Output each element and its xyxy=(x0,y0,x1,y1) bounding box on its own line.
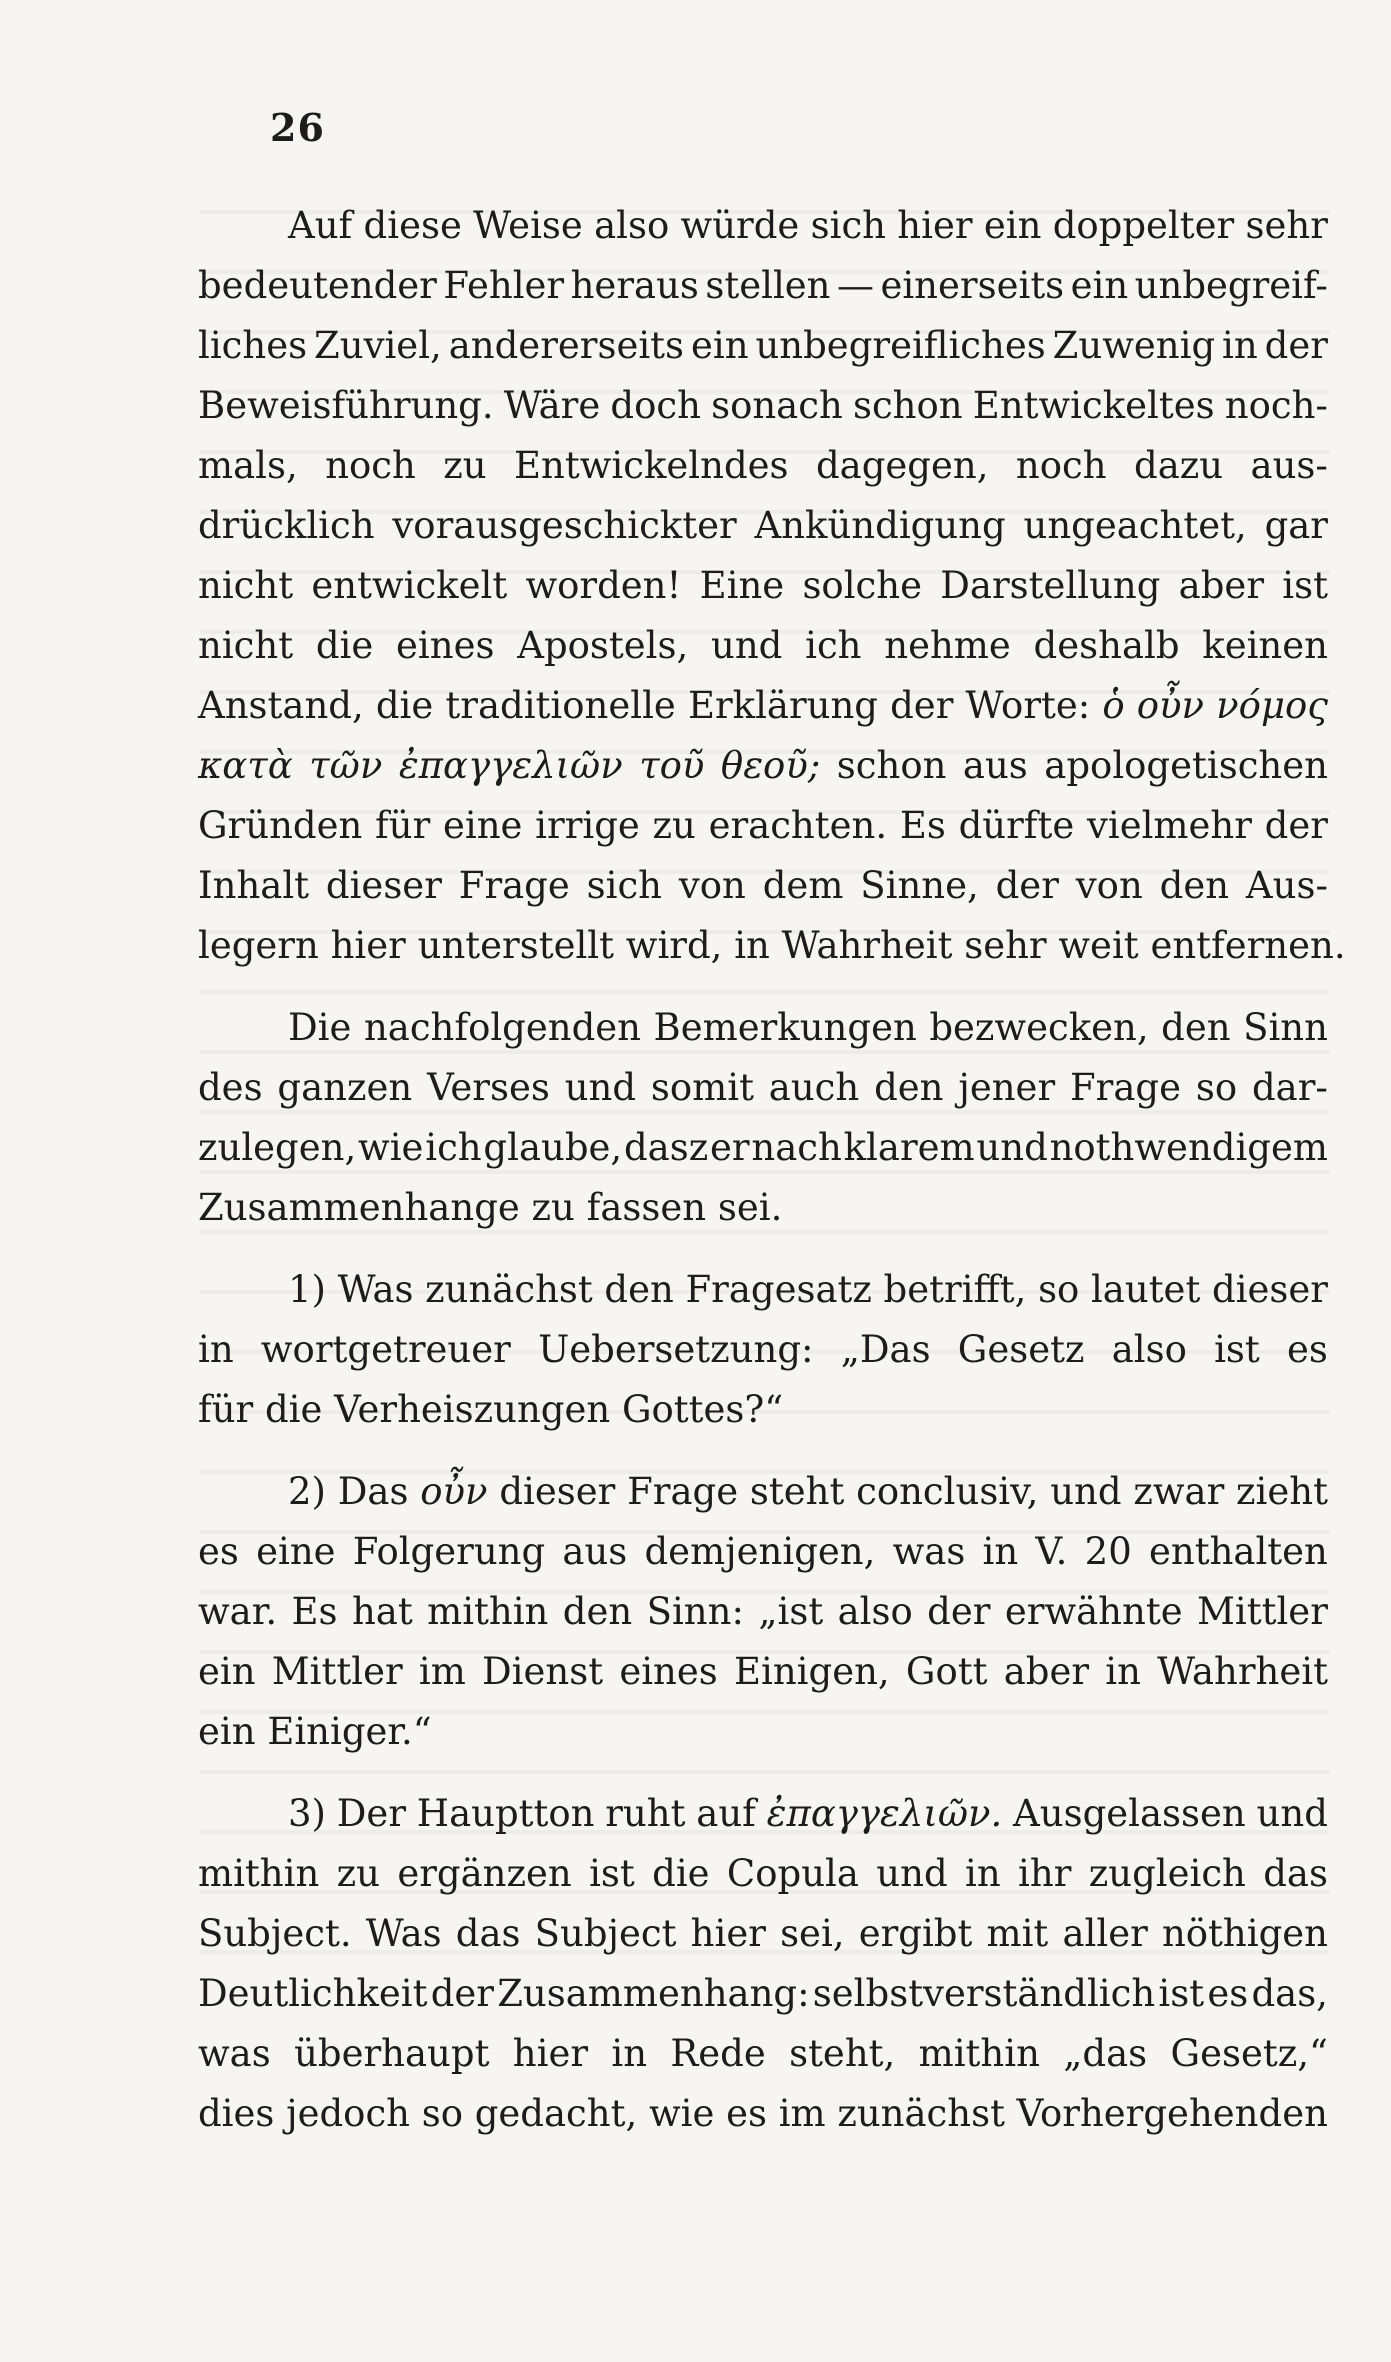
text-line: des ganzen Verses und somit auch den jener Frage so dar- xyxy=(198,1066,1328,1109)
text-line: κατὰ τῶν ἐπαγγελιῶν τοῦ θεοῦ; schon aus apologetischen xyxy=(198,744,1328,787)
text-line: nicht die eines Apostels, und ich nehme deshalb keinen xyxy=(198,624,1328,667)
text-line: ein Einiger.“ xyxy=(198,1710,432,1753)
text-line: legern hier unterstellt wird, in Wahrheit sehr weit entfernen. xyxy=(198,924,1346,967)
text-line: Anstand, die traditionelle Erklärung der Worte: ὁ οὖν νόμος xyxy=(198,684,1328,727)
body-text xyxy=(198,196,1346,2144)
text-line: Gründen für eine irrige zu erachten. Es dürfte vielmehr der xyxy=(198,804,1328,847)
paragraph-gap xyxy=(198,976,1328,998)
text-line: bedeutender Fehler heraus stellen — einerseits ein unbegreif- xyxy=(198,264,1328,307)
text-line: in wortgetreuer Uebersetzung: „Das Gesetz also ist es xyxy=(198,1328,1328,1371)
text-line: zulegen, wie ich glaube, dasz er nach klarem und nothwendigem xyxy=(198,1126,1328,1169)
paragraph-gap xyxy=(198,1762,1328,1784)
text-line: mithin zu ergänzen ist die Copula und in ihr zugleich das xyxy=(198,1852,1328,1895)
text-line: es eine Folgerung aus demjenigen, was in V. 20 enthalten xyxy=(198,1530,1328,1573)
text-line: dies jedoch so gedacht, wie es im zunächst Vorhergehenden xyxy=(198,2092,1328,2135)
text-line: 2) Das οὖν dieser Frage steht conclusiv, und zwar zieht xyxy=(288,1470,1328,1513)
paragraph-gap xyxy=(198,1238,1328,1260)
text-line: 1) Was zunächst den Fragesatz betrifft, so lautet dieser xyxy=(288,1268,1328,1311)
text-line: nicht entwickelt worden! Eine solche Darstellung aber ist xyxy=(198,564,1328,607)
text-line: Beweisführung. Wäre doch sonach schon Entwickeltes noch- xyxy=(198,384,1328,427)
text-line: Deutlichkeit der Zusammenhang: selbstverständlich ist es das, xyxy=(198,1972,1328,2015)
page-number: 26 xyxy=(270,105,325,150)
text-line: liches Zuviel, andererseits ein unbegreifliches Zuwenig in der xyxy=(198,324,1328,367)
text-line: war. Es hat mithin den Sinn: „ist also der erwähnte Mittler xyxy=(198,1590,1328,1633)
text-line: Subject. Was das Subject hier sei, ergibt mit aller nöthigen xyxy=(198,1912,1328,1955)
text-line: 3) Der Hauptton ruht auf ἐπαγγελιῶν. Ausgelassen und xyxy=(288,1792,1328,1835)
text-line: was überhaupt hier in Rede steht, mithin „das Gesetz,“ xyxy=(198,2032,1328,2075)
text-line: ein Mittler im Dienst eines Einigen, Gott aber in Wahrheit xyxy=(198,1650,1328,1693)
text-line: drücklich vorausgeschickter Ankündigung ungeachtet, gar xyxy=(198,504,1328,547)
paragraph-gap xyxy=(198,1440,1328,1462)
text-line: Inhalt dieser Frage sich von dem Sinne, der von den Aus- xyxy=(198,864,1328,907)
text-line: Die nachfolgenden Bemerkungen bezwecken, den Sinn xyxy=(288,1006,1328,1049)
text-line: Zusammenhange zu fassen sei. xyxy=(198,1186,783,1229)
text-line: für die Verheiszungen Gottes?“ xyxy=(198,1388,784,1431)
text-line: mals, noch zu Entwickelndes dagegen, noch dazu aus- xyxy=(198,444,1328,487)
text-line: Auf diese Weise also würde sich hier ein doppelter sehr xyxy=(288,204,1328,247)
